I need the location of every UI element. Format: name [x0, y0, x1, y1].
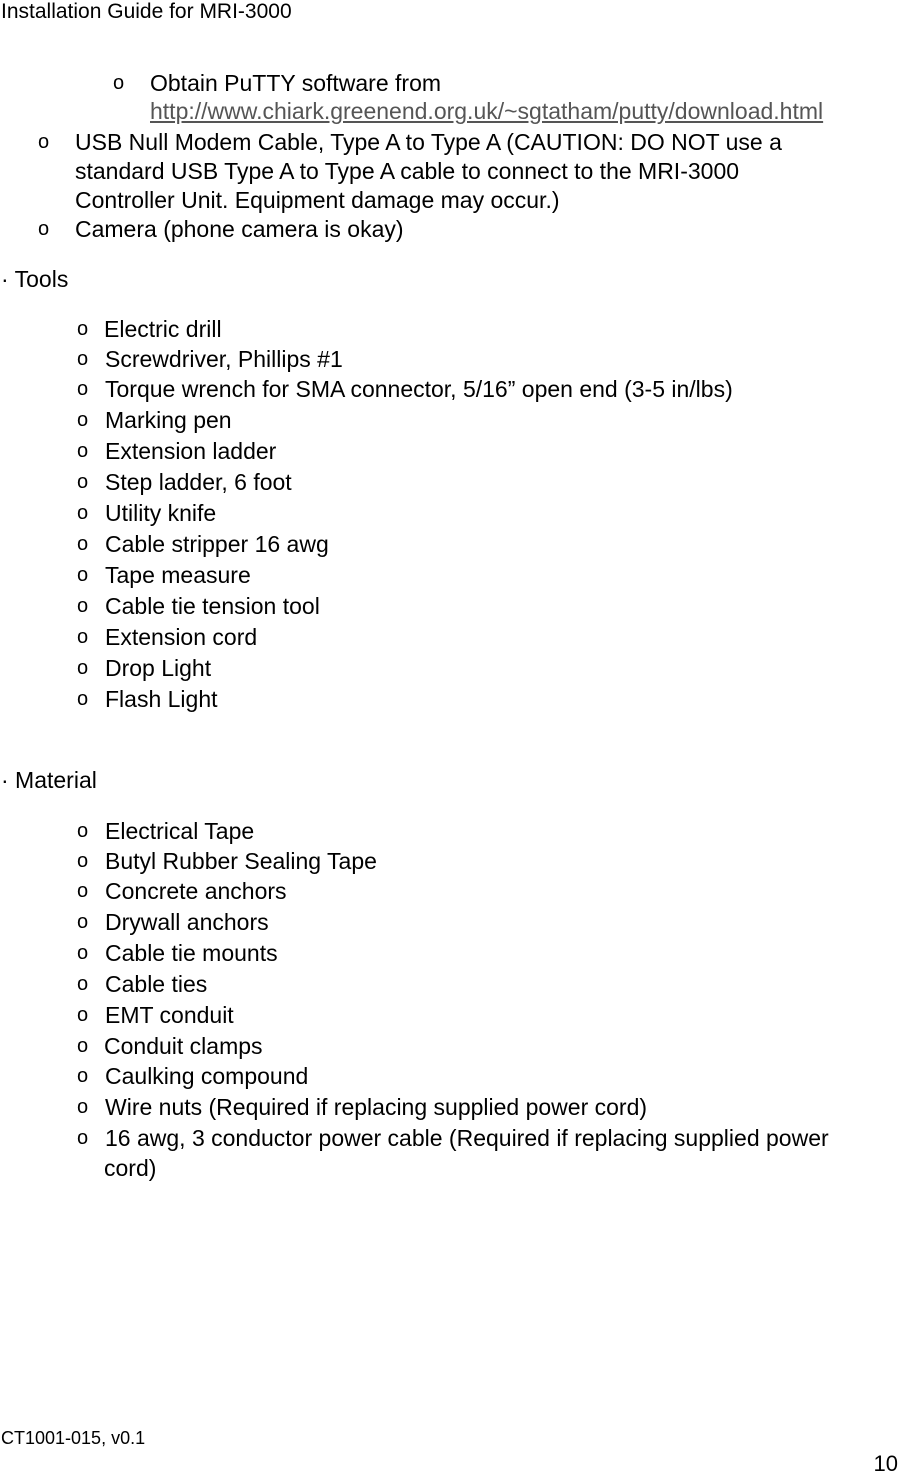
page-header-title: Installation Guide for MRI-3000 — [1, 0, 292, 23]
tools-item: Marking pen — [105, 407, 232, 433]
material-item: EMT conduit — [105, 1002, 234, 1028]
list-bullet: o — [38, 218, 50, 240]
list-bullet: o — [77, 318, 89, 340]
list-bullet: o — [77, 1127, 89, 1149]
material-item: Conduit clamps — [104, 1033, 263, 1059]
putty-text: Obtain PuTTY software from — [150, 70, 442, 96]
list-bullet: o — [77, 626, 89, 648]
footer-page-number: 10 — [873, 1451, 898, 1476]
tools-item: Screwdriver, Phillips #1 — [105, 346, 343, 372]
list-bullet: o — [38, 131, 50, 153]
list-bullet: o — [77, 440, 89, 462]
material-item-continuation: cord) — [104, 1155, 157, 1181]
list-bullet: o — [77, 1065, 89, 1087]
footer-document-id: CT1001-015, v0.1 — [1, 1428, 146, 1448]
list-bullet: o — [77, 533, 89, 555]
list-bullet: o — [77, 911, 89, 933]
material-item: Cable ties — [105, 971, 208, 997]
tools-item: Torque wrench for SMA connector, 5/16” open end (3-5 in/lbs) — [105, 376, 733, 402]
list-bullet: o — [77, 502, 89, 524]
list-bullet: o — [77, 1035, 89, 1057]
material-item: Drywall anchors — [105, 909, 269, 935]
material-item: 16 awg, 3 conductor power cable (Required if replacing supplied power — [105, 1125, 829, 1151]
tools-item: Extension ladder — [105, 438, 277, 464]
list-bullet: o — [77, 850, 89, 872]
camera-item: Camera (phone camera is okay) — [75, 216, 404, 242]
tools-item: Cable tie tension tool — [105, 593, 320, 619]
list-bullet: o — [77, 595, 89, 617]
list-bullet: o — [77, 564, 89, 586]
usb-cable-line-2: standard USB Type A to Type A cable to connect to the MRI-3000 — [75, 158, 740, 184]
list-bullet: o — [77, 378, 89, 400]
usb-cable-line-1: USB Null Modem Cable, Type A to Type A (CAUTION: DO NOT use a — [75, 129, 782, 155]
list-bullet: o — [77, 820, 89, 842]
material-heading: · Material — [1, 767, 97, 793]
list-bullet: o — [77, 1004, 89, 1026]
tools-item: Tape measure — [105, 562, 251, 588]
usb-cable-line-3: Controller Unit. Equipment damage may occur.) — [75, 187, 560, 213]
tools-item: Cable stripper 16 awg — [105, 531, 329, 557]
putty-download-link[interactable]: http://www.chiark.greenend.org.uk/~sgtatham/putty/download.html — [150, 98, 824, 124]
list-bullet: o — [113, 72, 125, 94]
list-bullet: o — [77, 409, 89, 431]
list-bullet: o — [77, 942, 89, 964]
list-bullet: o — [77, 348, 89, 370]
material-item: Cable tie mounts — [105, 940, 278, 966]
material-item: Wire nuts (Required if replacing supplied power cord) — [105, 1094, 648, 1120]
material-item: Caulking compound — [105, 1063, 309, 1089]
material-item: Electrical Tape — [105, 818, 255, 844]
material-item: Concrete anchors — [105, 878, 287, 904]
tools-item: Drop Light — [105, 655, 212, 681]
material-item: Butyl Rubber Sealing Tape — [105, 848, 377, 874]
list-bullet: o — [77, 688, 89, 710]
tools-item: Utility knife — [105, 500, 217, 526]
tools-item: Flash Light — [105, 686, 218, 712]
tools-item: Extension cord — [105, 624, 258, 650]
list-bullet: o — [77, 657, 89, 679]
list-bullet: o — [77, 973, 89, 995]
list-bullet: o — [77, 1096, 89, 1118]
list-bullet: o — [77, 880, 89, 902]
tools-item: Electric drill — [104, 316, 222, 342]
list-bullet: o — [77, 471, 89, 493]
tools-heading: · Tools — [1, 266, 69, 292]
tools-item: Step ladder, 6 foot — [105, 469, 292, 495]
